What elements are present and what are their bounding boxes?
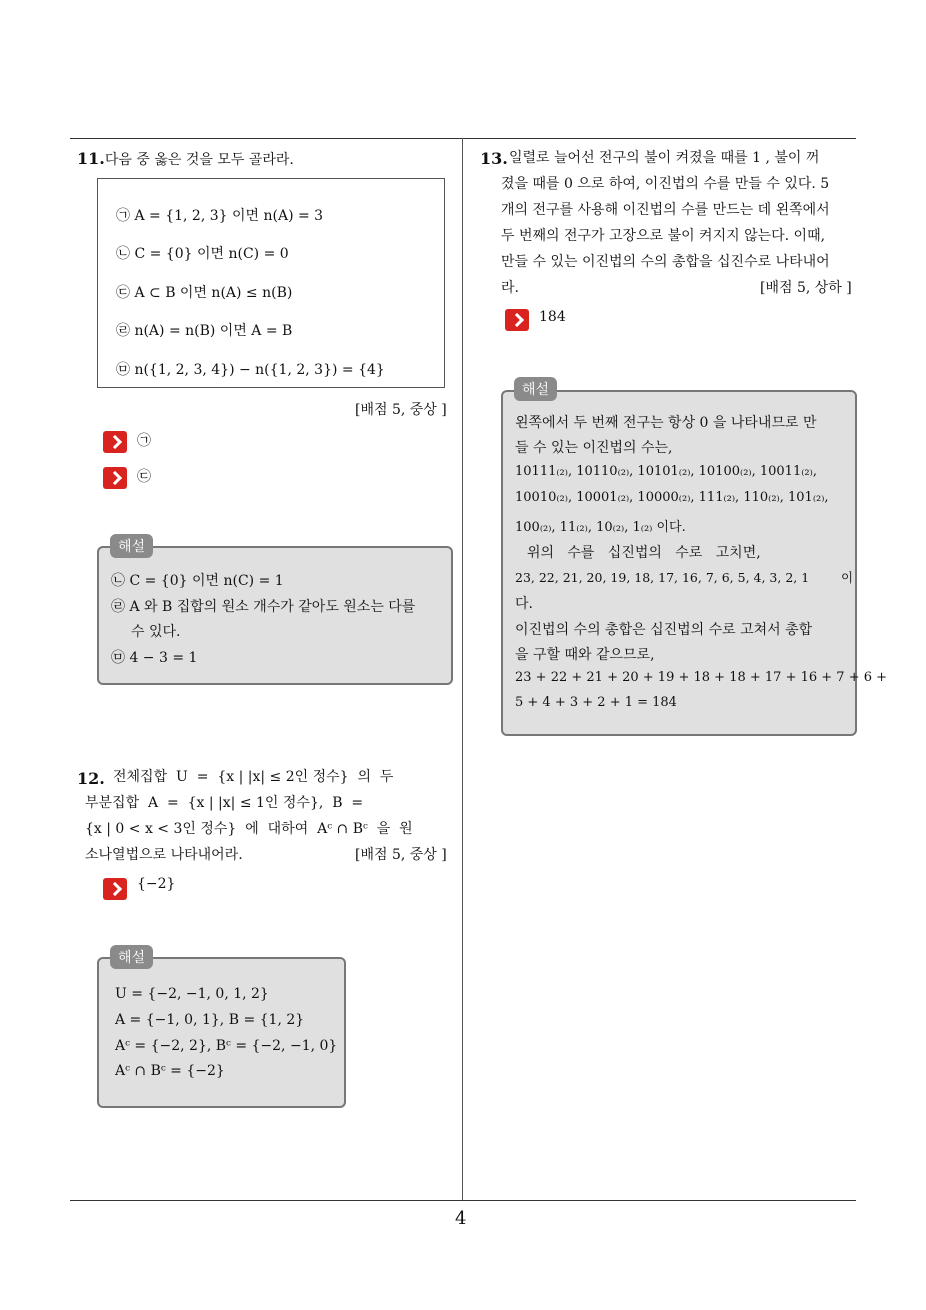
q11-choice-4: ㉣ n(A) = n(B) 이면 A = B xyxy=(116,323,293,339)
q13-solution-tag: 해설 xyxy=(514,377,557,401)
q13-solution-line: 100₍₂₎, 11₍₂₎, 10₍₂₎, 1₍₂₎ 이다. xyxy=(515,520,686,535)
top-rule xyxy=(70,138,856,139)
q13-solution-line: 위의 수를 십진법의 수로 고치면, xyxy=(527,545,761,561)
q12-solution-tag: 해설 xyxy=(110,945,153,969)
q13-solution-line: 들 수 있는 이진법의 수는, xyxy=(515,440,673,456)
q11-answer-arrow-icon xyxy=(103,467,127,489)
q11-answer-1: ㉠ xyxy=(137,433,151,449)
q11-number: 11. xyxy=(77,149,105,168)
q12-line-1: 전체집합 U = {x | |x| ≤ 2인 정수} 의 두 xyxy=(113,769,394,785)
q13-solution-line: 왼쪽에서 두 번째 전구는 항상 0 을 나타내므로 만 xyxy=(515,415,817,431)
q11-answer-arrow-icon xyxy=(103,431,127,453)
q13-line-1: 일렬로 늘어선 전구의 불이 켜졌을 때를 1 , 불이 꺼 xyxy=(509,150,820,166)
q12-solution-line: U = {−2, −1, 0, 1, 2} xyxy=(115,986,269,1002)
q13-line-2: 졌을 때를 0 으로 하여, 이진법의 수를 만들 수 있다. 5 xyxy=(501,176,830,192)
q13-line-5: 만들 수 있는 이진법의 수의 총합을 십진수로 나타내어 xyxy=(501,254,830,270)
q13-line-4: 두 번째의 전구가 고장으로 불이 켜지지 않는다. 이때, xyxy=(501,228,826,244)
q11-solution-line: ㉣ A 와 B 집합의 원소 개수가 같아도 원소는 다를 xyxy=(111,599,416,615)
q12-line-4: 소나열법으로 나타내어라. xyxy=(85,847,243,863)
q11-solution-line: ㉤ 4 − 3 = 1 xyxy=(111,650,198,666)
q12-solution-box xyxy=(97,957,346,1108)
q13-line-6: 라. xyxy=(501,280,519,296)
q12-solution-line: Aᶜ = {−2, 2}, Bᶜ = {−2, −1, 0} xyxy=(115,1038,338,1054)
q11-choices-box xyxy=(97,178,445,388)
q11-choice-1: ㉠ A = {1, 2, 3} 이면 n(A) = 3 xyxy=(116,208,324,224)
q13-solution-box xyxy=(501,390,888,736)
q12-solution-line: A = {−1, 0, 1}, B = {1, 2} xyxy=(115,1012,305,1028)
column-divider xyxy=(462,138,463,1201)
q13-solution-line: 을 구할 때와 같으므로, xyxy=(515,647,655,663)
q12-answer: {−2} xyxy=(137,876,176,892)
q11-solution-line: 수 있다. xyxy=(131,624,181,640)
q11-choice-2: ㉡ C = {0} 이면 n(C) = 0 xyxy=(116,246,289,262)
q13-solution-line: 5 + 4 + 3 + 2 + 1 = 184 xyxy=(515,695,677,710)
q13-score: [배점 5, 상하 ] xyxy=(760,280,852,296)
q13-number: 13. xyxy=(480,149,508,168)
q12-score: [배점 5, 중상 ] xyxy=(355,847,447,863)
q11-prompt: 다음 중 옳은 것을 모두 골라라. xyxy=(104,152,294,168)
q12-solution-line: Aᶜ ∩ Bᶜ = {−2} xyxy=(115,1063,225,1079)
q11-header xyxy=(77,149,294,169)
q12-line-3: {x | 0 < x < 3인 정수} 에 대하여 Aᶜ ∩ Bᶜ 을 원 xyxy=(85,821,413,837)
q11-solution-tag: 해설 xyxy=(110,534,153,558)
q11-solution-box xyxy=(97,546,453,685)
q11-choice-3: ㉢ A ⊂ B 이면 n(A) ≤ n(B) xyxy=(116,285,293,301)
q13-line-3: 개의 전구를 사용해 이진법의 수를 만드는 데 왼쪽에서 xyxy=(501,202,830,218)
page-number: 4 xyxy=(455,1208,467,1229)
q13-solution-line: 10111₍₂₎, 10110₍₂₎, 10101₍₂₎, 10100₍₂₎, 10011₍₂₎, xyxy=(515,464,817,479)
q13-answer-arrow-icon xyxy=(505,309,529,331)
q13-answer: 184 xyxy=(539,309,566,325)
q11-answer-2: ㉢ xyxy=(137,469,151,485)
q13-solution-line: 23, 22, 21, 20, 19, 18, 17, 16, 7, 6, 5, 4, 3, 2, 1 이 xyxy=(515,570,854,585)
q13-solution-line: 23 + 22 + 21 + 20 + 19 + 18 + 18 + 17 + 16 + 7 + 6 + xyxy=(515,670,888,685)
q11-solution-line: ㉡ C = {0} 이면 n(C) = 1 xyxy=(111,573,284,589)
q13-solution-line: 10010₍₂₎, 10001₍₂₎, 10000₍₂₎, 111₍₂₎, 110₍₂₎, 101₍₂₎, xyxy=(515,490,829,505)
q11-score: [배점 5, 중상 ] xyxy=(355,402,447,418)
q12-line-2: 부분집합 A = {x | |x| ≤ 1인 정수}, B = xyxy=(85,795,364,811)
q11-choice-5: ㉤ n({1, 2, 3, 4}) − n({1, 2, 3}) = {4} xyxy=(116,362,385,378)
q13-solution-line: 다. xyxy=(515,596,533,612)
q12-number: 12. xyxy=(77,769,105,788)
q12-answer-arrow-icon xyxy=(103,878,127,900)
q13-solution-line: 이진법의 수의 총합은 십진법의 수로 고쳐서 총합 xyxy=(515,622,813,638)
bottom-rule xyxy=(70,1200,856,1201)
